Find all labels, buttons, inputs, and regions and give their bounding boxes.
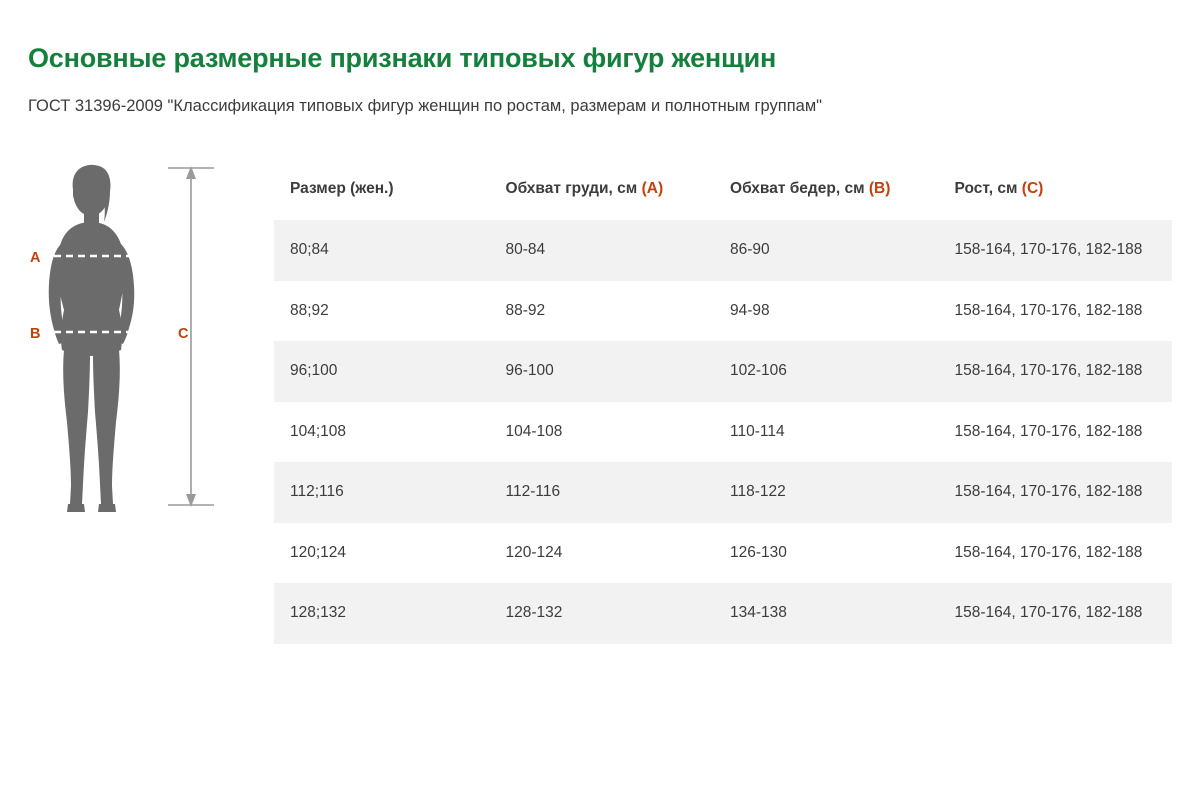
cell-height: 158-164, 170-176, 182-188 (939, 220, 1172, 280)
figure-label-b: B (30, 325, 41, 342)
cell-hips: 126-130 (714, 523, 939, 583)
cell-hips: 110-114 (714, 402, 939, 462)
page-subtitle: ГОСТ 31396-2009 "Классификация типовых фигур женщин по ростам, размерам и полнотным группам" (28, 97, 823, 116)
table-row (274, 402, 1172, 462)
cell-height: 158-164, 170-176, 182-188 (939, 462, 1172, 522)
cell-bust: 88-92 (490, 281, 715, 341)
cell-size: 112;116 (274, 462, 490, 522)
figure-label-a: A (30, 249, 41, 266)
column-header-height-text: Рост, см (954, 179, 1018, 197)
female-silhouette-icon (28, 160, 250, 530)
column-header-hips (714, 160, 939, 220)
cell-bust: 104-108 (490, 402, 715, 462)
cell-size: 128;132 (274, 583, 490, 643)
table-row (274, 220, 1172, 280)
cell-bust: 120-124 (490, 523, 715, 583)
cell-size: 88;92 (274, 281, 490, 341)
cell-size: 104;108 (274, 402, 490, 462)
column-header-bust-mark: (A) (641, 179, 664, 197)
sizes-table-wrapper (274, 160, 1172, 644)
content-area (28, 160, 1172, 644)
cell-size: 96;100 (274, 341, 490, 401)
table-row (274, 523, 1172, 583)
cell-height: 158-164, 170-176, 182-188 (939, 583, 1172, 643)
female-figure-diagram (28, 160, 250, 530)
table-row (274, 281, 1172, 341)
sizes-table (274, 160, 1172, 644)
cell-hips: 134-138 (714, 583, 939, 643)
table-row (274, 583, 1172, 643)
figure-label-c: C (178, 325, 189, 342)
cell-bust: 128-132 (490, 583, 715, 643)
cell-height: 158-164, 170-176, 182-188 (939, 341, 1172, 401)
cell-bust: 80-84 (490, 220, 715, 280)
cell-hips: 94-98 (714, 281, 939, 341)
column-header-size-text: Размер (жен.) (290, 179, 394, 197)
table-row (274, 462, 1172, 522)
cell-hips: 86-90 (714, 220, 939, 280)
column-header-bust (490, 160, 715, 220)
table-header-row (274, 160, 1172, 220)
column-header-height-mark: (C) (1021, 179, 1044, 197)
cell-bust: 112-116 (490, 462, 715, 522)
column-header-hips-mark: (B) (868, 179, 891, 197)
column-header-height (939, 160, 1172, 220)
cell-height: 158-164, 170-176, 182-188 (939, 402, 1172, 462)
table-body (274, 220, 1172, 643)
cell-height: 158-164, 170-176, 182-188 (939, 523, 1172, 583)
page-title: Основные размерные признаки типовых фигур женщин (28, 43, 777, 73)
table-header (274, 160, 1172, 220)
column-header-size (274, 160, 490, 220)
cell-hips: 118-122 (714, 462, 939, 522)
cell-bust: 96-100 (490, 341, 715, 401)
column-header-hips-text: Обхват бедер, см (730, 179, 865, 197)
cell-size: 80;84 (274, 220, 490, 280)
table-row (274, 341, 1172, 401)
cell-size: 120;124 (274, 523, 490, 583)
column-header-bust-text: Обхват груди, см (505, 179, 638, 197)
cell-hips: 102-106 (714, 341, 939, 401)
cell-height: 158-164, 170-176, 182-188 (939, 281, 1172, 341)
